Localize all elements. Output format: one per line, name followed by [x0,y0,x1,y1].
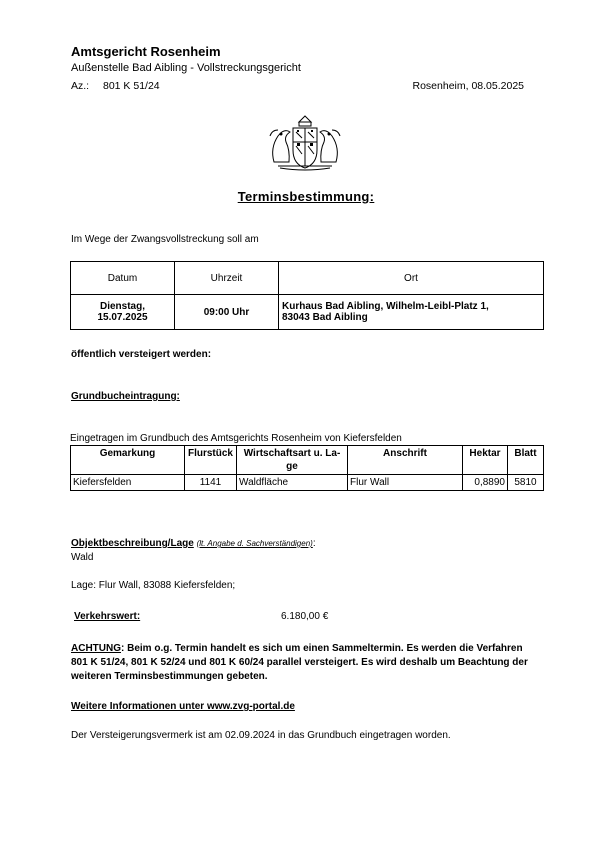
termin-place-line2: 83043 Bad Aibling [282,312,368,323]
header-uhrzeit: Uhrzeit [175,262,279,295]
objekt-heading-colon: : [312,538,316,549]
bavarian-coat-of-arms-icon [260,112,350,172]
intro-text: Im Wege der Zwangsvollstreckung soll am [71,234,259,245]
header-hektar: Hektar [463,446,508,475]
objekt-lage: Lage: Flur Wall, 83088 Kiefersfelden; [71,580,236,591]
document-title: Terminsbestimmung: [237,189,375,204]
achtung-label: ACHTUNG [71,643,121,654]
cell-hektar: 0,8890 [463,475,508,491]
place-date: Rosenheim, 08.05.2025 [412,80,524,92]
header-flurstueck: Flurstück [185,446,237,475]
weitere-informationen-link[interactable]: Weitere Informationen unter www.zvg-portal.de [71,701,295,712]
court-name: Amtsgericht Rosenheim [71,44,221,59]
table-row [71,475,544,491]
grundbuch-intro: Eingetragen im Grundbuch des Amtsgerichts Rosenheim von Kiefersfelden [70,433,402,444]
achtung-notice [71,642,541,684]
file-number-label: Az.: [71,80,90,92]
achtung-text: : Beim o.g. Termin handelt es sich um einen Sammeltermin. Es werden die Verfahren 801 K 51/24, 801 K 52/24 und 801 K 60/24 parallel versteigert. Es wird deshalb um Beachtung der weiteren Terminsbestimmungen gebeten. [71,643,528,682]
cell-anschrift: Flur Wall [348,475,463,491]
termin-table-row [71,295,544,330]
termin-place-line1: Kurhaus Bad Aibling, Wilhelm-Leibl-Platz 1, [282,301,489,312]
versteigert-text: öffentlich versteigert werden: [71,349,212,360]
court-subtitle: Außenstelle Bad Aibling - Vollstreckungsgericht [71,62,301,74]
cell-flurstueck: 1141 [185,475,237,491]
cell-wirtschaftsart: Waldfläche [237,475,348,491]
header-ort: Ort [279,262,544,295]
grundbuch-table-header [71,446,544,475]
termin-date-value: 15.07.2025 [97,312,148,323]
header-anschrift: Anschrift [348,446,463,475]
objekt-heading-note: (lt. Angabe d. Sachverständigen) [196,539,313,548]
file-number: 801 K 51/24 [103,80,160,92]
grundbuch-table [70,445,544,491]
vermerk-text: Der Versteigerungsvermerk ist am 02.09.2024 in das Grundbuch eingetragen worden. [71,730,451,741]
verkehrswert-value: 6.180,00 € [281,611,329,622]
objekt-heading-label: Objektbeschreibung/Lage [71,538,194,549]
header-wirtschaftsart [237,446,348,475]
verkehrswert-label: Verkehrswert: [74,611,141,622]
termin-time: 09:00 Uhr [175,295,279,330]
termin-place [279,295,544,330]
objekt-heading [71,538,316,549]
objekt-value: Wald [71,552,94,563]
cell-gemarkung: Kiefersfelden [71,475,185,491]
termin-date [71,295,175,330]
grundbuch-heading: Grundbucheintragung: [71,391,180,402]
cell-blatt: 5810 [508,475,544,491]
header-blatt: Blatt [508,446,544,475]
header-datum: Datum [71,262,175,295]
header-wirtschaftsart-line1: Wirtschaftsart u. La- [243,448,341,459]
termin-date-weekday: Dienstag, [99,301,145,312]
header-wirtschaftsart-line2: ge [286,461,298,472]
termin-table-header [71,262,544,295]
header-gemarkung: Gemarkung [71,446,185,475]
termin-table [70,261,544,330]
